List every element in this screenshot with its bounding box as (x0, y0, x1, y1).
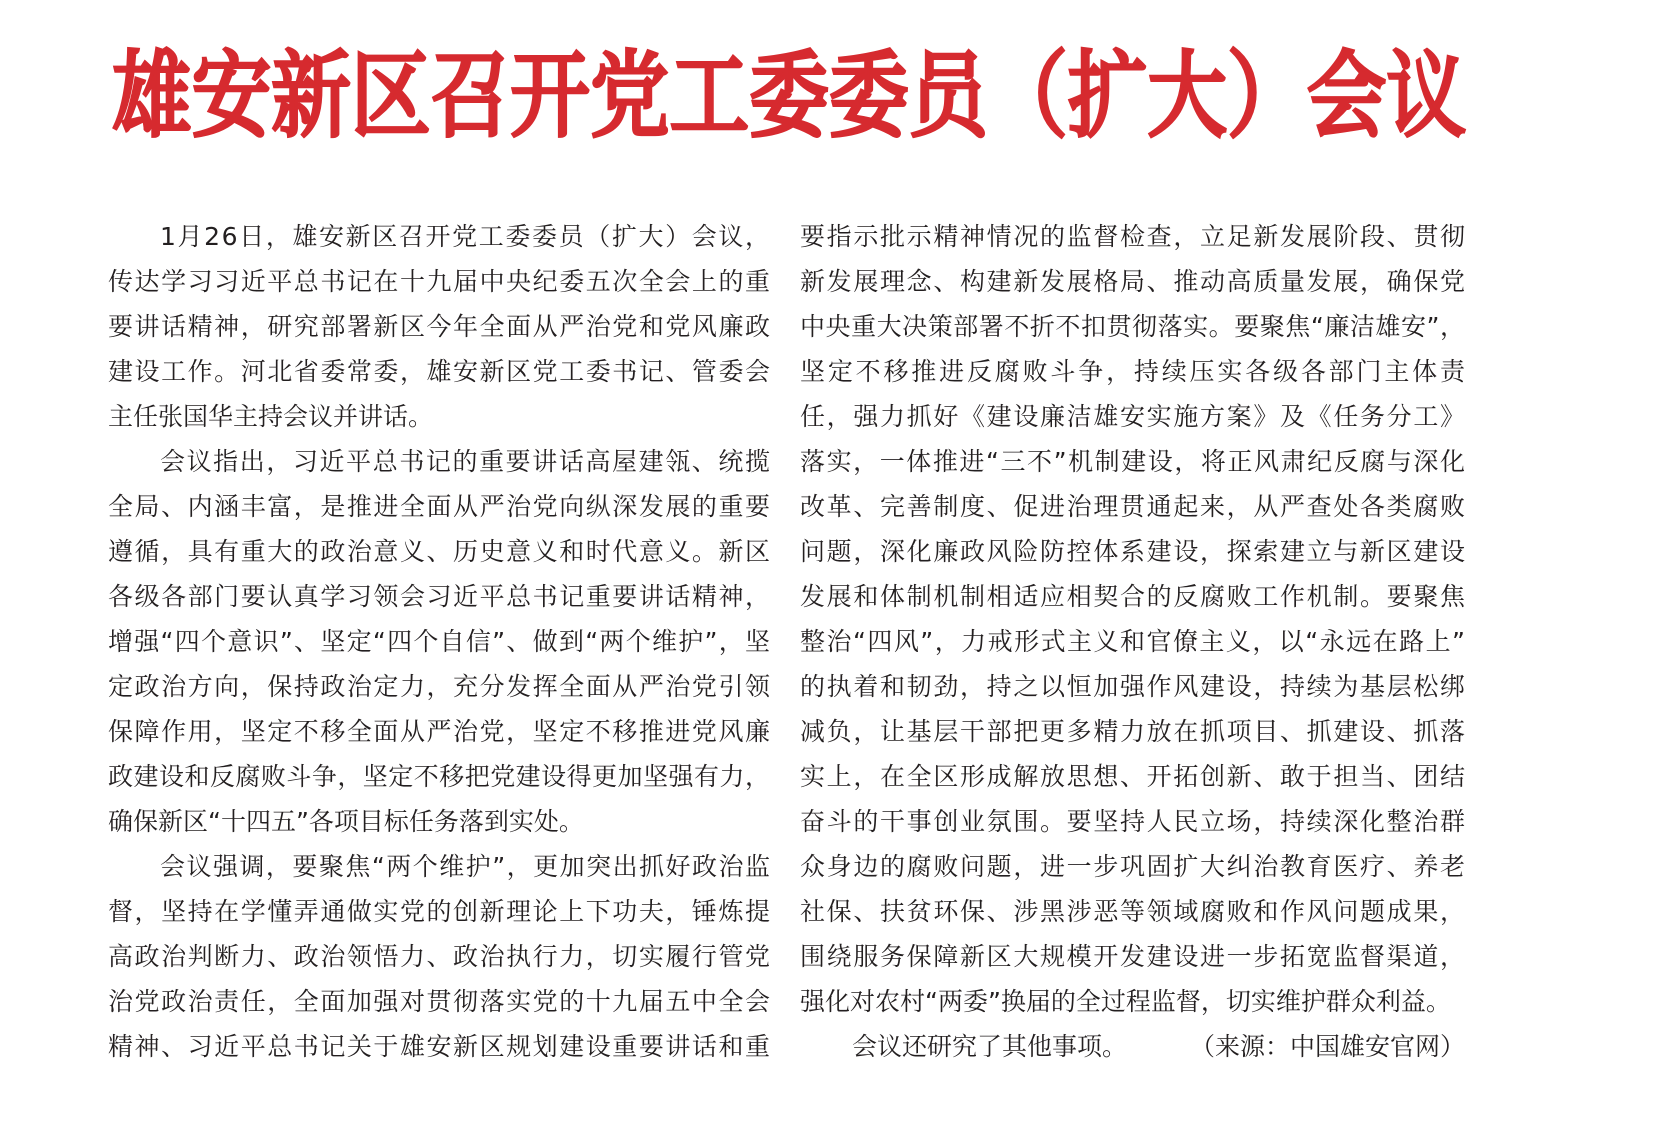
closing-note: 会议还研究了其他事项。 (852, 1032, 1128, 1061)
body-text-line: 坚定不移推进反腐败斗争，持续压实各级各部门主体责 (800, 357, 1468, 386)
body-text-line: 实上，在全区形成解放思想、开拓创新、敢于担当、团结 (800, 762, 1467, 791)
body-text-line: 政建设和反腐败斗争，坚定不移把党建设得更加坚强有力， (108, 762, 771, 791)
body-text-line: 强化对农村“两委”换届的全过程监督，切实维护群众利益。 (800, 987, 1451, 1016)
body-text-line: 保障作用，坚定不移全面从严治党，坚定不移推进党风廉 (108, 717, 772, 746)
body-text-line: 社保、扶贫环保、涉黑涉恶等领域腐败和作风问题成果， (800, 897, 1467, 926)
body-text-line: 遵循，具有重大的政治意义、历史意义和时代意义。新区 (108, 537, 772, 566)
body-text-line: 主任张国华主持会议并讲话。 (108, 402, 434, 431)
body-text-line: 督，坚持在学懂弄通做实党的创新理论上下功夫，锤炼提 (108, 897, 772, 926)
body-text-line: 全局、内涵丰富，是推进全面从严治党向纵深发展的重要 (108, 492, 772, 521)
body-text-line: 减负，让基层干部把更多精力放在抓项目、抓建设、抓落 (800, 717, 1467, 746)
body-text-line: 会议指出，习近平总书记的重要讲话高屋建瓴、统揽 (160, 447, 772, 476)
body-text-line: 1月26日，雄安新区召开党工委委员（扩大）会议， (160, 222, 772, 251)
body-text-line: 要讲话精神，研究部署新区今年全面从严治党和党风廉政 (108, 312, 772, 341)
body-text-line: 新发展理念、构建新发展格局、推动高质量发展，确保党 (800, 267, 1467, 296)
body-text-line: 整治“四风”，力戒形式主义和官僚主义，以“永远在路上” (800, 627, 1467, 656)
body-text-line: 要指示批示精神情况的监督检查，立足新发展阶段、贯彻 (800, 222, 1467, 251)
body-text-line: 定政治方向，保持政治定力，充分发挥全面从严治党引领 (108, 672, 772, 701)
body-text-line: 传达学习习近平总书记在十九届中央纪委五次全会上的重 (108, 267, 772, 296)
body-text-line: 众身边的腐败问题，进一步巩固扩大纠治教育医疗、养老 (800, 852, 1467, 881)
right-column (800, 214, 1468, 1069)
left-column (108, 214, 770, 1069)
body-text-line: 围绕服务保障新区大规模开发建设进一步拓宽监督渠道， (800, 942, 1467, 971)
body-text-line: 高政治判断力、政治领悟力、政治执行力，切实履行管党 (108, 942, 772, 971)
body-text-line: 治党政治责任，全面加强对贯彻落实党的十九届五中全会 (108, 987, 772, 1016)
body-text-line: 改革、完善制度、促进治理贯通起来，从严查处各类腐败 (800, 492, 1467, 521)
body-text-line: 建设工作。河北省委常委，雄安新区党工委书记、管委会 (108, 357, 772, 386)
body-text-line: 增强“四个意识”、坚定“四个自信”、做到“两个维护”，坚 (108, 627, 772, 656)
body-text-line: 任，强力抓好《建设廉洁雄安实施方案》及《任务分工》 (800, 402, 1467, 431)
article-title: 雄安新区召开党工委委员（扩大）会议 (112, 41, 1466, 151)
body-text-line: 确保新区“十四五”各项目标任务落到实处。 (108, 807, 584, 836)
body-text-line: 问题，深化廉政风险防控体系建设，探索建立与新区建设 (800, 537, 1467, 566)
source-credit: （来源：中国雄安官网） (1189, 1032, 1465, 1061)
body-text-line: 中央重大决策部署不折不扣贯彻落实。要聚焦“廉洁雄安”， (800, 312, 1466, 341)
closing-line (800, 1024, 1465, 1069)
body-text-line: 各级各部门要认真学习领会习近平总书记重要讲话精神， (108, 582, 772, 611)
body-text-line: 落实，一体推进“三不”机制建设，将正风肃纪反腐与深化 (800, 447, 1467, 476)
body-text-line: 会议强调，要聚焦“两个维护”，更加突出抓好政治监 (160, 852, 772, 881)
body-text-line: 奋斗的干事创业氛围。要坚持人民立场，持续深化整治群 (800, 807, 1467, 836)
body-text-line: 的执着和韧劲，持之以恒加强作风建设，持续为基层松绑 (800, 672, 1467, 701)
body-text-line: 精神、习近平总书记关于雄安新区规划建设重要讲话和重 (108, 1032, 772, 1061)
body-text-line: 发展和体制机制相适应相契合的反腐败工作机制。要聚焦 (800, 582, 1467, 611)
